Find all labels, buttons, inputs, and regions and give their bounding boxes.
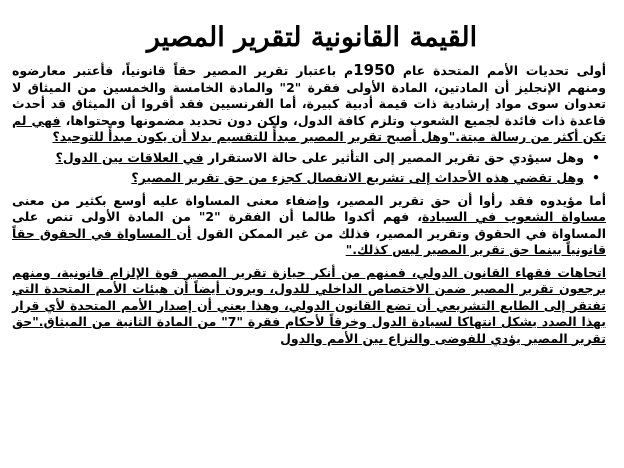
- paragraph-text: ، فهم أكدوا طالما أن الفقرة "2" من المادة الأولى تنص على المساواة في الحقوق وتقرير المصير، فذلك من غير الممكن القول: [12, 209, 607, 241]
- list-item: [12, 170, 600, 187]
- list-item-text: وهل سيؤدي حق تقرير المصير إلى التأثير على حالة الاستقرار: [203, 149, 584, 165]
- bullet-icon: •: [592, 149, 600, 165]
- underlined-text: فهي لم تكن أكثر من رسالة ميتة."وهل أصبح تقرير المصير مبدأً للتقسيم بدلا أن يكون مبدأً للتوحيد؟: [12, 112, 606, 144]
- paragraph-text: أولى تحديات الأمم المتحدة عام: [394, 63, 607, 78]
- paragraph-text: م باعتبار تقرير المصير حقاً قانونياً، فأعتبر معارضوه ومنهم الإنجليز أن المادتين، المادة الأولى فقرة "2" والمادة الخامسة والخمسين من الميثاق لا تعدوان سوى مواد إرشادية ذات قيمة أدبية كبيرة، أما الفرنسيين فقد أقروا أن الميثاق قد أحدث قاعدة ذات فائدة لجميع الشعوب وتلزم كافة الدول، ولكن دون تحديد مضمونها ومحتواها،: [12, 63, 606, 128]
- underlined-text: أن المساواة في الحقوق حقاً قانونياً بينما حق تقرير المصير ليس كذلك.": [12, 225, 606, 257]
- year-value: 1950: [353, 61, 395, 79]
- bullet-icon: •: [592, 170, 600, 185]
- underlined-text: مساواة الشعوب في السيادة: [422, 209, 606, 224]
- question-list: [12, 150, 606, 187]
- underlined-text: وهل تقضي هذه الأحداث إلى تشريع الانفصال كجزء من حق تقرير المصير؟: [131, 170, 584, 185]
- paragraph-supporters: [12, 193, 606, 259]
- paragraph-jurists: اتجاهات فقهاء القانون الدولي، فمنهم من أنكر حيازة تقرير المصير قوة الإلزام قانونية، ومنهم يرجعون تقرير المصير ضمن الاختصاص الداخلي للدول، ويرون أيضاً أن هيئات الأمم المتحدة التي تفتقر إلى الطابع التشريعي أن تضع القانون الدولي، وهذا يعني أن إصدار الأمم المتحدة لأي قرار بهذا الصدد يشكل انتهاكا لسيادة الدول وخرقاً لأحكام فقرة "7" من المادة الثانية من الميثاق."حق تقرير المصير يؤدي للفوضى والنزاع بين الأمم والدول: [12, 264, 607, 346]
- paragraph-text: أما مؤيدوه فقد رأوا أن حق تقرير المصير، وإضفاء معنى المساواة عليه أوسع بكثير من معنى: [12, 192, 606, 208]
- list-item: [12, 149, 600, 167]
- underlined-text: في العلاقات بين الدول؟: [55, 149, 204, 165]
- slide-body: [12, 62, 606, 347]
- paragraph-un-challenges: [12, 62, 606, 146]
- page-title: القيمة القانونية لتقرير المصير: [146, 22, 478, 53]
